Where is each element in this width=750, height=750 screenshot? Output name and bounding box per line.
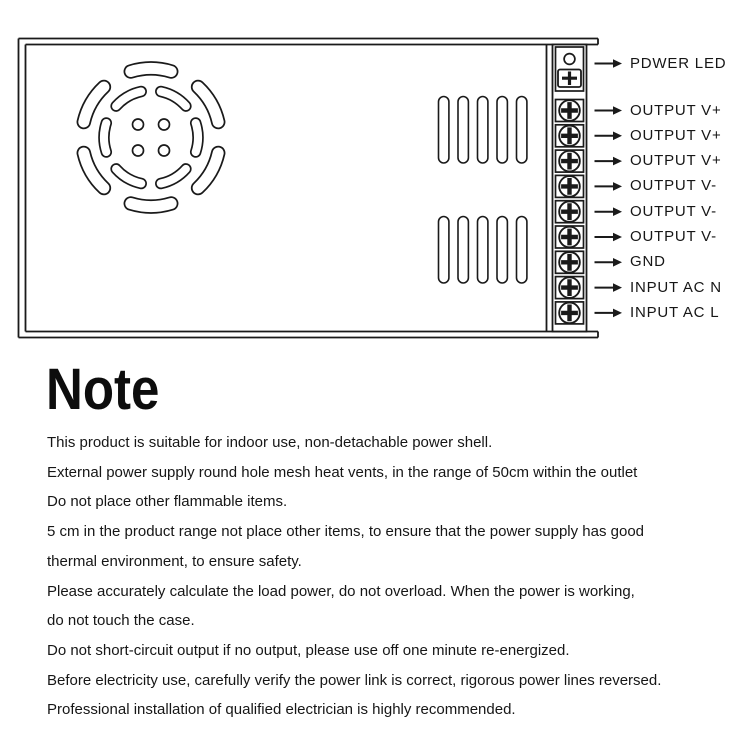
phillips-screw-icon <box>559 151 580 172</box>
case-bottom-flange <box>19 332 599 338</box>
terminal-label-power-led: PDWER LED <box>630 54 727 72</box>
fan-grille-icon <box>84 68 218 206</box>
note-line: thermal environment, to ensure safety. <box>47 552 302 570</box>
terminal-block <box>553 45 587 332</box>
terminal-label-output-v-minus-3: OUTPUT V- <box>630 228 717 245</box>
note-line: Professional installation of qualified electrician is highly recommended. <box>47 701 516 719</box>
phillips-screw-icon <box>559 100 580 121</box>
note-line: This product is suitable for indoor use, non-detachable power shell. <box>47 434 493 451</box>
note-line: Before electricity use, carefully verify the power link is correct, rigorous power lines reversed. <box>47 671 662 689</box>
phillips-screw-icon <box>559 126 580 147</box>
arrow-right-icon <box>595 132 623 141</box>
arrow-right-icon <box>595 283 623 292</box>
terminal-label-output-v-plus-3: OUTPUT V+ <box>630 152 722 170</box>
fan-center-holes <box>133 119 170 156</box>
arrow-right-icon <box>595 233 623 242</box>
arrow-right-icon <box>595 106 623 115</box>
note-line: 5 cm in the product range not place other items, to ensure that the power supply has good <box>47 523 645 541</box>
arrow-right-icon <box>595 157 623 166</box>
phillips-screw-icon <box>559 252 580 273</box>
arrow-right-icon <box>595 309 623 318</box>
terminal-label-output-v-plus-1: OUTPUT V+ <box>630 101 722 119</box>
terminal-label-input-ac-n: INPUT AC N <box>630 278 722 296</box>
terminal-label-output-v-plus-2: OUTPUT V+ <box>630 126 722 144</box>
phillips-screw-icon <box>559 303 580 324</box>
arrow-right-icon <box>595 182 623 191</box>
screw-terminal-icons <box>559 100 580 323</box>
terminal-label-input-ac-l: INPUT AC L <box>630 303 720 321</box>
arrow-right-icon <box>595 258 623 267</box>
note-body <box>47 428 737 725</box>
note-line: do not touch the case. <box>47 612 195 630</box>
terminal-label-output-v-minus-1: OUTPUT V- <box>630 177 717 195</box>
terminal-label-gnd: GND <box>630 253 666 271</box>
arrow-right-icon <box>595 59 623 68</box>
callout-arrows <box>595 59 623 317</box>
case-left-wall <box>19 39 26 338</box>
note-line: Do not place other flammable items. <box>47 493 288 511</box>
note-line: Do not short-circuit output if no output, please use off one minute re-energized. <box>47 641 570 659</box>
note-line: External power supply round hole mesh heat vents, in the range of 50cm within the outlet <box>47 463 638 481</box>
case-top-flange <box>19 39 599 45</box>
note-title: Note <box>46 357 160 422</box>
phillips-screw-icon <box>559 176 580 197</box>
power-led-icon <box>556 47 584 91</box>
phillips-screw-icon <box>559 201 580 222</box>
terminal-label-output-v-minus-2: OUTPUT V- <box>630 202 717 220</box>
phillips-screw-icon <box>559 277 580 298</box>
phillips-screw-icon <box>559 227 580 248</box>
arrow-right-icon <box>595 207 623 216</box>
vent-slots <box>439 97 527 284</box>
note-line: Please accurately calculate the load power, do not overload. When the power is working, <box>47 582 635 600</box>
